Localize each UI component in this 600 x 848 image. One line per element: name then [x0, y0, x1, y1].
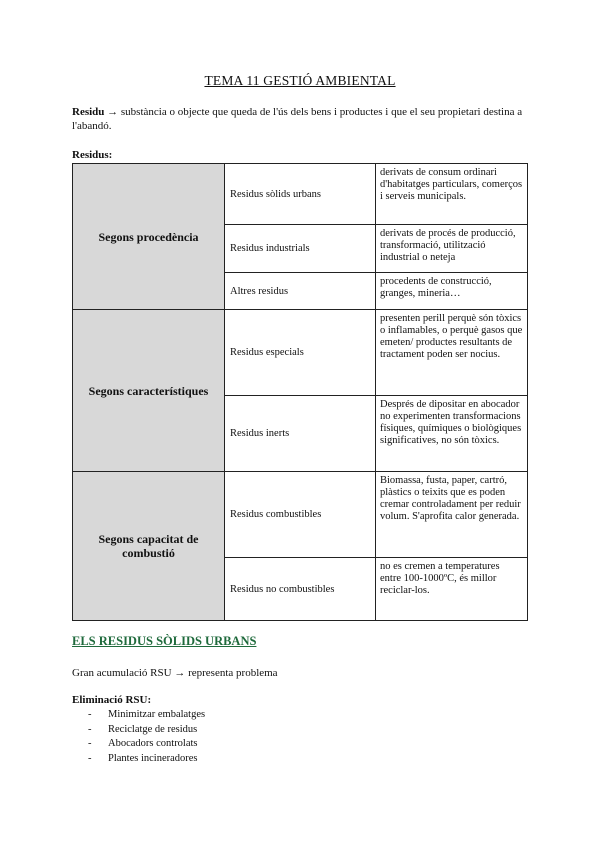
- dash-icon: -: [88, 752, 92, 764]
- page-title: TEMA 11 GESTIÓ AMBIENTAL: [204, 73, 396, 88]
- dash-icon: -: [88, 738, 92, 749]
- list-item: [88, 723, 205, 738]
- table-row: [73, 472, 528, 558]
- table-row: [73, 164, 528, 225]
- dash-icon: -: [88, 709, 92, 720]
- type-cell: Residus combustibles: [225, 472, 376, 558]
- category-cell: Segons característiques: [73, 310, 225, 472]
- list-item-text: Plantes incineradores: [108, 752, 198, 764]
- desc-cell: no es cremen a temperatures entre 100-1000ºC, és millor reciclar-los.: [376, 558, 528, 621]
- type-cell: Altres residus: [225, 273, 376, 310]
- dash-icon: -: [88, 723, 92, 735]
- type-cell: Residus especials: [225, 310, 376, 396]
- type-cell: Residus no combustibles: [225, 558, 376, 621]
- table-row: [73, 310, 528, 396]
- elimination-label: Eliminació RSU:: [72, 694, 152, 706]
- list-item: [88, 737, 205, 752]
- list-item-text: Reciclatge de residus: [108, 723, 198, 735]
- type-cell: Residus inerts: [225, 396, 376, 472]
- desc-cell: procedents de construcció, granges, mineria…: [376, 273, 528, 310]
- desc-cell: derivats de consum ordinari d'habitatges particulars, comerços i serveis municipals.: [376, 164, 528, 225]
- desc-cell: Després de dipositar en abocador no experimenten transformacions físiques, químiques o biològiques significatives, no són tòxics.: [376, 396, 528, 472]
- residus-label: Residus:: [72, 149, 113, 161]
- desc-cell: presenten perill perquè són tòxics o inflamables, o perquè gasos que emeten/ productes resultants de tractament poden ser nocius.: [376, 310, 528, 396]
- definition-term: Residu: [72, 106, 105, 118]
- section-title: ELS RESIDUS SÒLIDS URBANS: [72, 634, 257, 648]
- desc-cell: Biomassa, fusta, paper, cartró, plàstics o teixits que es poden cremar controladament per reduir volum. S'aprofita calor generada.: [376, 472, 528, 558]
- residu-definition: [72, 105, 528, 133]
- definition-text: substància o objecte que queda de l'ús dels bens i productes i que el seu propietari destina a l'abandó.: [72, 106, 523, 132]
- list-item-text: Abocadors controlats: [108, 738, 198, 749]
- type-cell: Residus sòlids urbans: [225, 164, 376, 225]
- category-cell: Segons procedència: [73, 164, 225, 310]
- rsu-problem-text: Gran acumulació RSU → representa problema: [72, 667, 278, 679]
- category-cell: Segons capacitat de combustió: [73, 472, 225, 621]
- list-item: [88, 708, 205, 723]
- elimination-list: [88, 708, 205, 766]
- list-item-text: Minimitzar embalatges: [108, 709, 206, 720]
- type-cell: Residus industrials: [225, 225, 376, 273]
- residus-table: [72, 163, 528, 621]
- desc-cell: derivats de procés de producció, transformació, utilització industrial o neteja: [376, 225, 528, 273]
- arrow-icon: →: [107, 106, 119, 118]
- list-item: [88, 752, 205, 767]
